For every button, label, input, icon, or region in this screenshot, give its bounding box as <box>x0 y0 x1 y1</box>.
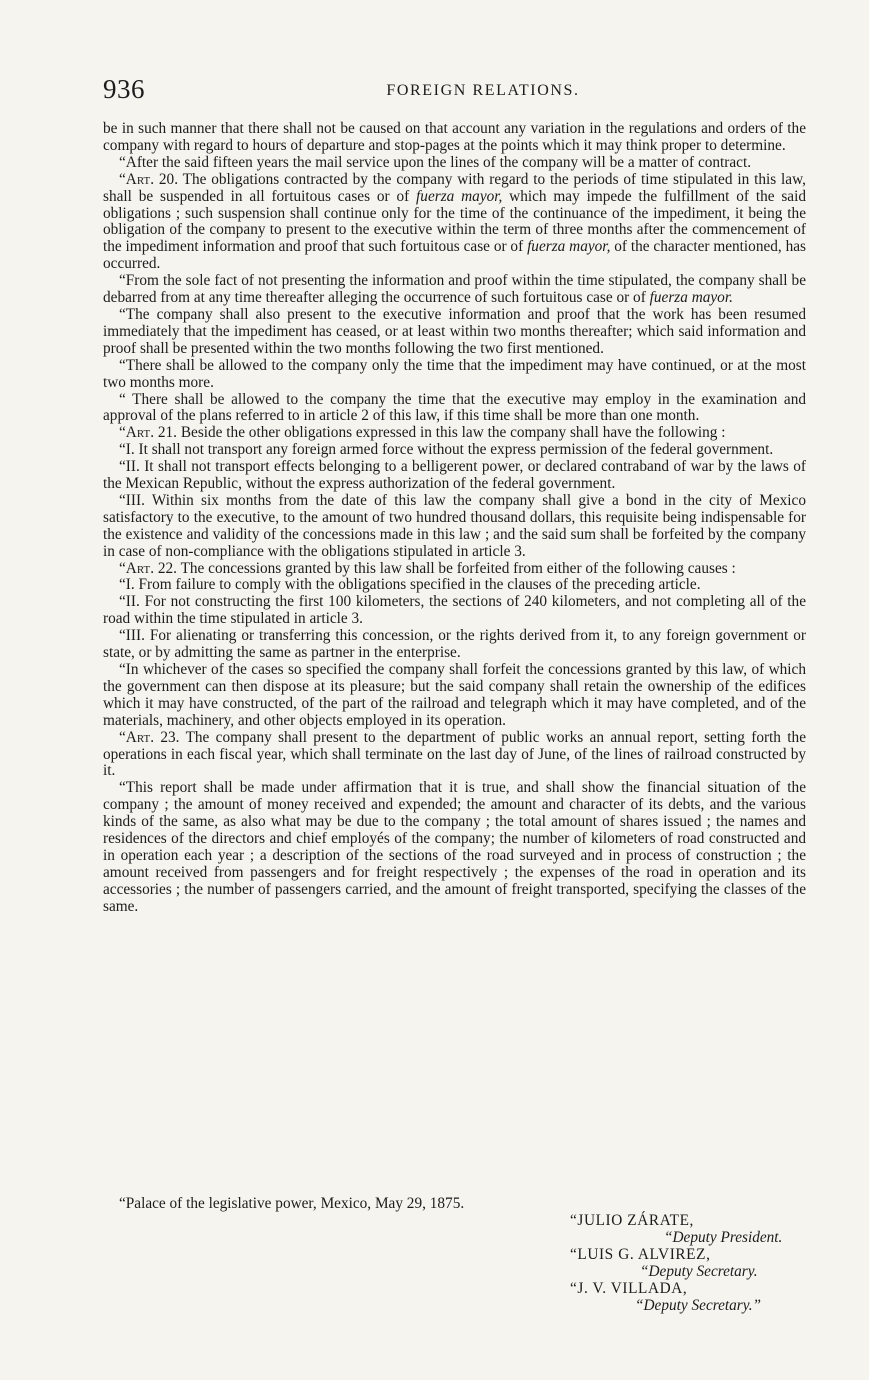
signature-title: “Deputy Secretary.” <box>635 1297 762 1314</box>
paragraph-text: “I. From failure to comply with the obligations specified in the clauses of the preceding article. <box>119 576 701 594</box>
paragraph <box>103 273 806 307</box>
paragraph <box>103 358 806 392</box>
paragraph <box>103 172 806 273</box>
paragraph-text: “After the said fifteen years the mail service upon the lines of the company will be a matter of contract. <box>119 153 752 171</box>
paragraph <box>103 730 806 781</box>
paragraph <box>103 442 806 459</box>
paragraph <box>103 493 806 561</box>
article-heading: “Art. 20. <box>119 170 179 188</box>
italic-term: fuerza mayor, <box>527 238 611 256</box>
paragraph-text: The concessions granted by this law shall be forfeited from either of the following causes : <box>177 559 736 577</box>
paragraph <box>103 628 806 662</box>
page-number: 936 <box>103 74 145 104</box>
paragraph-text: Beside the other obligations expressed in this law the company shall have the following : <box>177 424 726 442</box>
paragraph-text: “II. For not constructing the first 100 kilometers, the sections of 240 kilometers, and not completing all of the road within the time stipulated in article 3. <box>103 593 806 628</box>
signature-name: “LUIS G. ALVIREZ, <box>570 1246 711 1263</box>
signature-title: “Deputy Secretary. <box>640 1263 758 1280</box>
paragraph-text: which may impede the fulfillment of the said obligations ; such suspension shall continue only for the time of the continuance of the impediment, it being the obligation of the company to present to the executive within the term of three months after the commencement of the impediment information and proof that such fortuitous case or of <box>103 187 806 256</box>
paragraph-text: “ There shall be allowed to the company the time that the executive may employ in the examination and approval of the plans referred to in article 2 of this law, if this time shall be more than one month. <box>103 390 806 425</box>
paragraph-text: “II. It shall not transport effects belonging to a belligerent power, or declared contraband of war by the laws of the Mexican Republic, without the express authorization of the federal government. <box>103 458 806 493</box>
signature-name: “JULIO ZÁRATE, <box>570 1212 694 1229</box>
article-heading: “Art. 22. <box>119 559 178 577</box>
paragraph-text: “There shall be allowed to the company only the time that the impediment may have continued, or at the most two months more. <box>103 356 806 391</box>
italic-term: fuerza mayor, <box>416 187 503 205</box>
paragraph <box>103 121 806 155</box>
paragraph-text: of the character mentioned, has occurred. <box>103 238 806 273</box>
article-heading: “Art. 21. <box>119 424 178 442</box>
paragraph <box>103 425 806 442</box>
paragraph-text: “The company shall also present to the executive information and proof that the work has been resumed immediately that the impediment has ceased, or at least within two months thereafter; which said information and proof shall be presented within the two months following the two first mentioned. <box>103 305 806 357</box>
paragraph-text: “III. Within six months from the date of this law the company shall give a bond in the city of Mexico satisfactory to the executive, to the amount of two hundred thousand dollars, this requisite being indispensable for the existence and validity of the concessions made in this law ; and the said sum shall be forfeited by the company in case of non-compliance with the obligations stipulated in article 3. <box>103 491 806 560</box>
signature-name: “J. V. VILLADA, <box>570 1280 688 1297</box>
paragraph <box>103 561 806 578</box>
paragraph <box>103 577 806 594</box>
paragraph <box>103 662 806 730</box>
paragraph-text: “This report shall be made under affirmation that it is true, and shall show the financial situation of the company ; the amount of money received and expended; the amount and character of its debts, and the various kinds of the same, as also what may be due to the company ; the total amount of shares issued ; the names and residences of the directors and chief employés of the company; the number of kilometers of road constructed and in operation each year ; a description of the sections of the road surveyed and in process of construction ; the amount received from passengers and for freight respectively ; the expenses of the road in operation and its accessories ; the number of passengers carried, and the amount of freight transported, specifying the classes of the same. <box>103 779 806 915</box>
page-header <box>103 74 803 104</box>
article-heading: “Art. 23. <box>119 728 180 746</box>
italic-term: fuerza mayor. <box>649 289 733 307</box>
closing-line: “Palace of the legislative power, Mexico, May 29, 1875. <box>119 1195 465 1212</box>
paragraph-text: be in such manner that there shall not be caused on that account any variation in the regulations and orders of the company with regard to hours of departure and stop-pages at the points which it may think proper to determine. <box>103 120 806 154</box>
paragraph <box>103 459 806 493</box>
paragraph <box>103 307 806 358</box>
paragraph-text: “In whichever of the cases so specified the company shall forfeit the concessions granted by this law, of which the government can then dispose at its pleasure; but the said company shall retain the ownership of the edifices which it may have constructed, of the part of the railroad and telegraph which it may have completed, and of the materials, machinery, and other objects employed in its operation. <box>103 661 806 729</box>
paragraph <box>103 780 806 915</box>
paragraph-text: “I. It shall not transport any foreign armed force without the express permission of the federal government. <box>119 441 774 459</box>
paragraph-text: “III. For alienating or transferring this concession, or the rights derived from it, to any foreign government or state, or by admitting the same as partner in the enterprise. <box>103 627 806 662</box>
paragraph <box>103 594 806 628</box>
paragraph <box>103 155 806 172</box>
body-text <box>103 121 806 916</box>
paragraph-text: “From the sole fact of not presenting the information and proof within the time stipulated, the company shall be debarred from at any time thereafter alleging the occurrence of such fortuitous case or of <box>103 272 806 307</box>
paragraph <box>103 392 806 426</box>
running-head: FOREIGN RELATIONS. <box>386 82 580 99</box>
paragraph-text: The obligations contracted by the company with regard to the periods of time stipulated in this law, shall be suspended in all fortuitous cases or of <box>103 170 806 205</box>
signature-title: “Deputy President. <box>664 1229 783 1246</box>
paragraph-text: The company shall present to the department of public works an annual report, setting forth the operations in each fiscal year, which shall terminate on the last day of June, of the lines of railroad constructed by it. <box>103 728 806 780</box>
